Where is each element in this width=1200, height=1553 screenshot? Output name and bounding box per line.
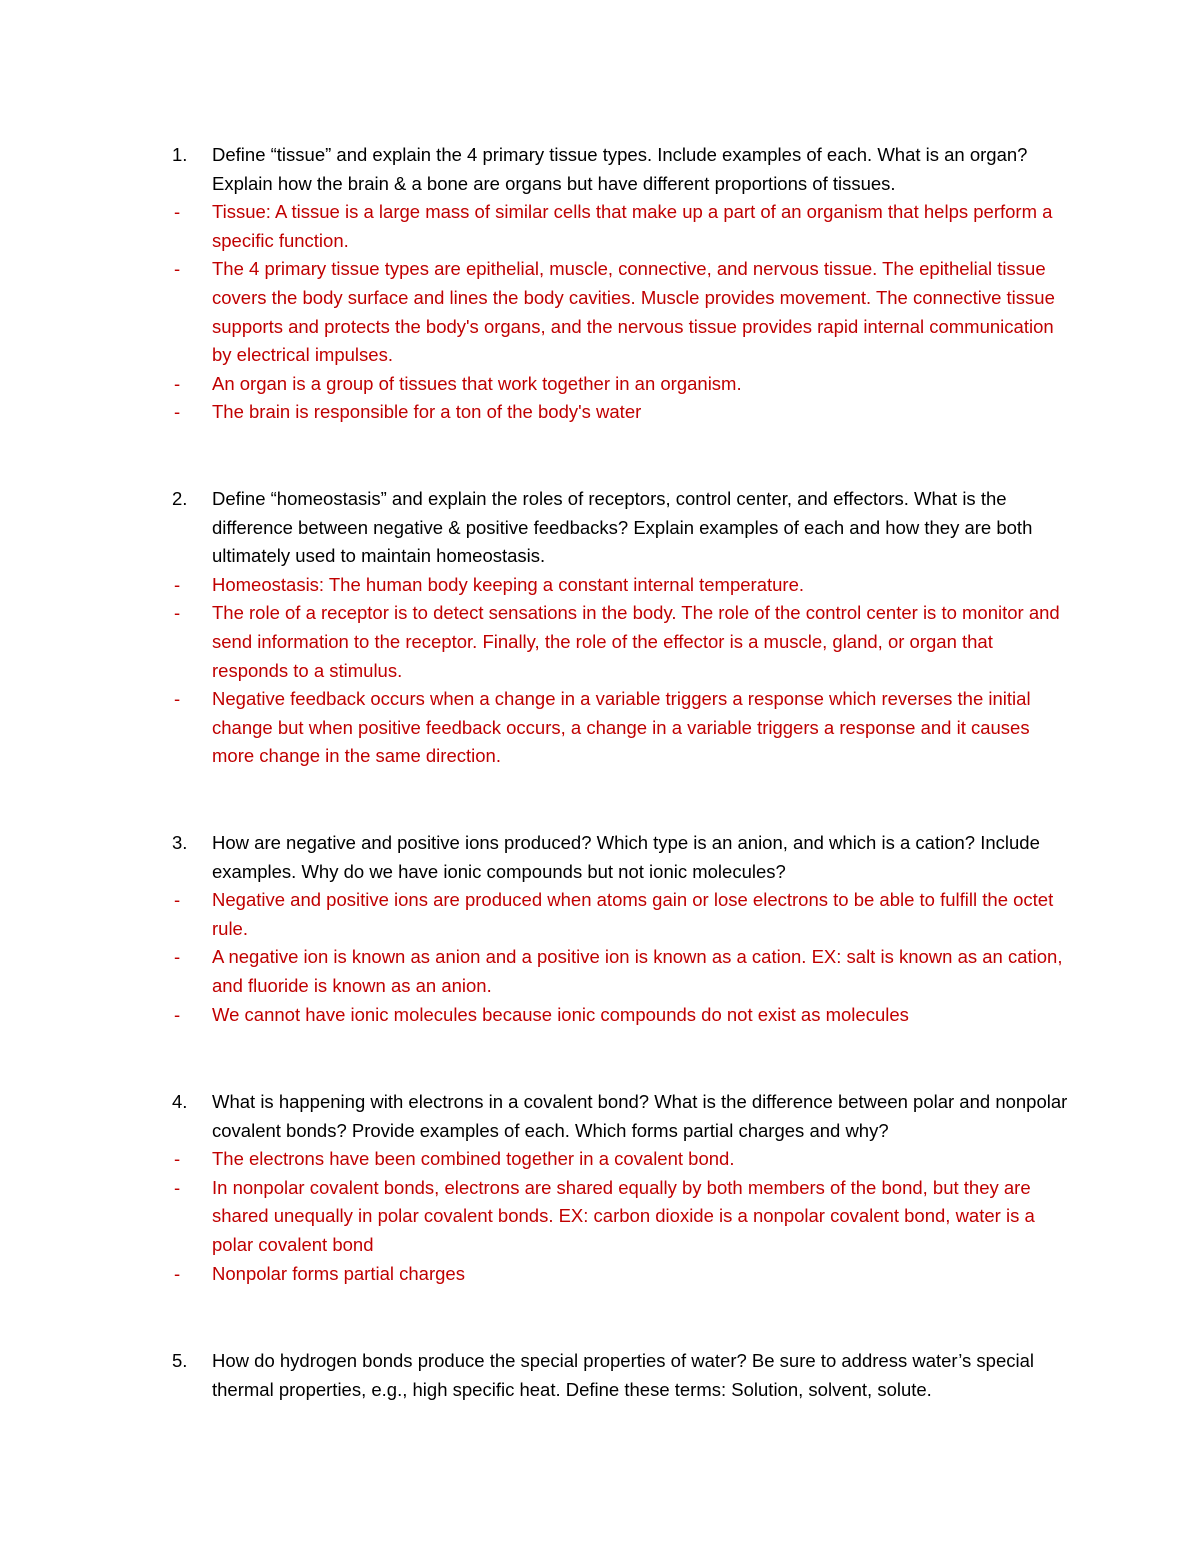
answer-text: The role of a receptor is to detect sensations in the body. The role of the control center is to monitor and send information to the receptor. Finally, the role of the effector is a muscle, gland, or organ that responds to a stimulus. — [212, 602, 1060, 681]
answer-item — [172, 886, 1072, 943]
question-4 — [172, 1088, 1072, 1288]
dash-bullet: - — [174, 889, 181, 911]
answer-text: Nonpolar forms partial charges — [212, 1262, 465, 1284]
answer-item — [172, 943, 1072, 1000]
question-4-answers — [172, 1145, 1072, 1288]
answer-text: The electrons have been combined together in a covalent bond. — [212, 1148, 735, 1170]
dash-bullet: - — [174, 201, 181, 223]
question-1-prompt: Define “tissue” and explain the 4 primary tissue types. Include examples of each. What is an organ? Explain how the brain & a bone are organs but have different proportions of tissues. — [212, 144, 1028, 194]
dash-bullet: - — [174, 1148, 181, 1170]
answer-item — [172, 685, 1072, 771]
dash-bullet: - — [174, 1262, 181, 1284]
answer-item — [172, 198, 1072, 255]
answer-item — [172, 370, 1072, 399]
question-3-prompt: How are negative and positive ions produced? Which type is an anion, and which is a cation? Include examples. Why do we have ionic compounds but not ionic molecules? — [212, 832, 1040, 882]
question-5-number: 5. — [172, 1350, 188, 1371]
question-5-prompt: How do hydrogen bonds produce the special properties of water? Be sure to address water’s special thermal properties, e.g., high specific heat. Define these terms: Solution, solvent, solute. — [212, 1350, 1035, 1400]
question-5 — [172, 1347, 1072, 1404]
answer-item — [172, 255, 1072, 369]
dash-bullet: - — [174, 573, 181, 595]
question-4-prompt: What is happening with electrons in a covalent bond? What is the difference between polar and nonpolar covalent bonds? Provide examples of each. Which forms partial charges and why? — [212, 1091, 1068, 1141]
answer-text: Negative feedback occurs when a change in a variable triggers a response which reverses the initial change but when positive feedback occurs, a change in a variable triggers a response and it causes more change in the same direction. — [212, 688, 1031, 767]
dash-bullet: - — [174, 258, 181, 280]
answer-text: Negative and positive ions are produced when atoms gain or lose electrons to be able to fulfill the octet rule. — [212, 889, 1054, 939]
question-1-prompt-line — [172, 141, 1072, 198]
question-1-answers — [172, 198, 1072, 427]
dash-bullet: - — [174, 1176, 181, 1198]
question-3-answers — [172, 886, 1072, 1029]
answer-text: We cannot have ionic molecules because ionic compounds do not exist as molecules — [212, 1003, 909, 1025]
answer-item — [172, 1001, 1072, 1030]
answer-text: The 4 primary tissue types are epithelial, muscle, connective, and nervous tissue. The epithelial tissue covers the body surface and lines the body cavities. Muscle provides movement. The connective tissue supports and protects the body's organs, and the nervous tissue provides rapid internal communication by electrical impulses. — [212, 258, 1055, 366]
answer-item — [172, 398, 1072, 427]
question-2-answers — [172, 571, 1072, 771]
answer-item — [172, 1145, 1072, 1174]
dash-bullet: - — [174, 602, 181, 624]
answer-item — [172, 1260, 1072, 1289]
dash-bullet: - — [174, 1003, 181, 1025]
dash-bullet: - — [174, 688, 181, 710]
question-2-prompt-line — [172, 485, 1072, 571]
question-4-number: 4. — [172, 1091, 188, 1112]
question-4-prompt-line — [172, 1088, 1072, 1145]
question-5-prompt-line — [172, 1347, 1072, 1404]
question-3 — [172, 829, 1072, 1029]
dash-bullet: - — [174, 946, 181, 968]
dash-bullet: - — [174, 372, 181, 394]
question-2-number: 2. — [172, 488, 188, 509]
answer-item — [172, 1174, 1072, 1260]
question-3-prompt-line — [172, 829, 1072, 886]
answer-item — [172, 571, 1072, 600]
answer-text: The brain is responsible for a ton of the body's water — [212, 401, 642, 423]
question-1-number: 1. — [172, 144, 188, 165]
question-2 — [172, 485, 1072, 771]
answer-text: A negative ion is known as anion and a positive ion is known as a cation. EX: salt is known as an cation, and fluoride is known as an anion. — [212, 946, 1063, 996]
answer-text: An organ is a group of tissues that work together in an organism. — [212, 372, 742, 394]
question-3-number: 3. — [172, 832, 188, 853]
dash-bullet: - — [174, 401, 181, 423]
question-2-prompt: Define “homeostasis” and explain the roles of receptors, control center, and effectors. What is the difference between negative & positive feedbacks? Explain examples of each and how they are both ultimately used to maintain homeostasis. — [212, 488, 1033, 567]
answer-text: In nonpolar covalent bonds, electrons are shared equally by both members of the bond, but they are shared unequally in polar covalent bonds. EX: carbon dioxide is a nonpolar covalent bond, water is a polar covalent bond — [212, 1176, 1035, 1255]
answer-text: Tissue: A tissue is a large mass of similar cells that make up a part of an organism that helps perform a specific function. — [212, 201, 1053, 251]
answer-text: Homeostasis: The human body keeping a constant internal temperature. — [212, 573, 804, 595]
question-1 — [172, 141, 1072, 427]
answer-item — [172, 599, 1072, 685]
